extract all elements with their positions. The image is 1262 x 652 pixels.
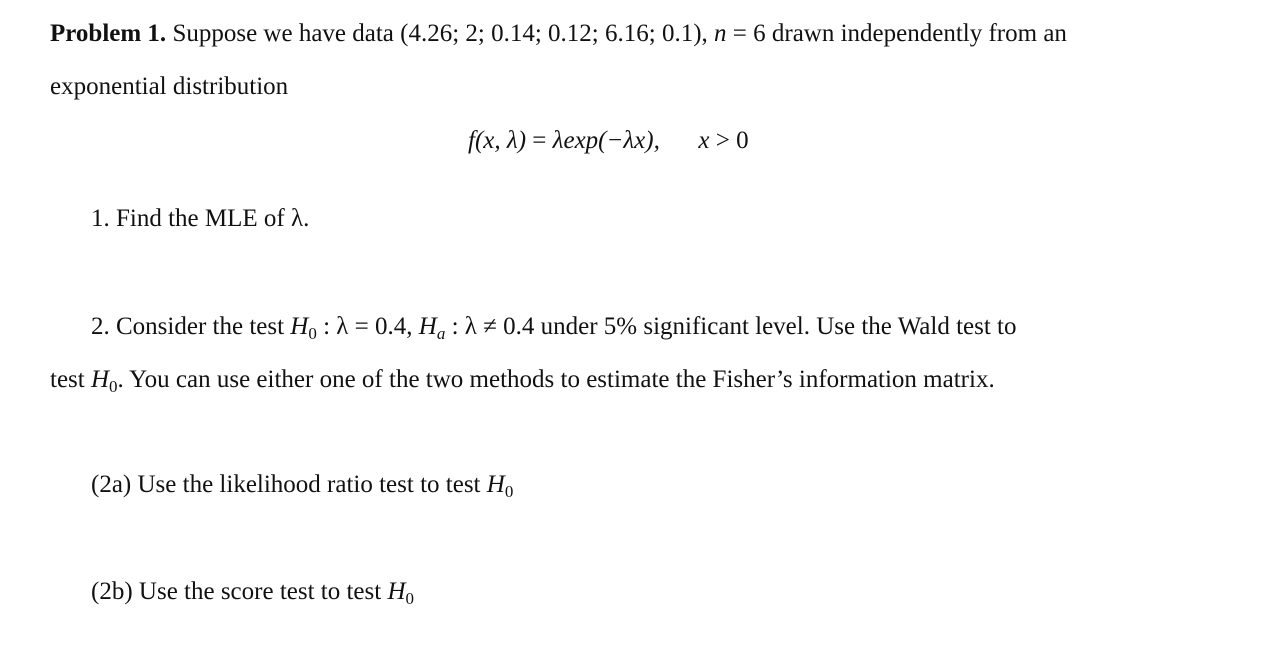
item-2-line2: [50, 365, 995, 395]
null-hypothesis-subscript: 0: [308, 324, 317, 343]
problem-intro-continued: exponential distribution: [50, 73, 289, 100]
formula-condition: > 0: [709, 127, 749, 154]
null-hypothesis-condition: : λ = 0.4,: [316, 313, 419, 340]
item-2-line2-text-b: . You can use either one of the two methods to estimate the Fisher’s information matrix.: [117, 366, 995, 393]
item-2a-label: (2a): [91, 471, 132, 498]
item-2-number: 2.: [91, 313, 110, 340]
sample-size-var: n: [714, 20, 727, 47]
item-2a-h: H: [486, 471, 505, 498]
item-2b-label: (2b): [91, 578, 133, 605]
density-formula: [468, 126, 749, 156]
item-2-text-a: Consider the test: [116, 313, 285, 340]
sample-size-text: = 6 drawn independently from an: [726, 20, 1067, 47]
item-1-text: Find the MLE of λ.: [116, 205, 310, 232]
item-1-number: 1.: [91, 205, 110, 232]
formula-rhs: λexp(−λx),: [552, 127, 660, 154]
problem-label: Problem 1.: [50, 20, 167, 47]
problem-intro-line2: [50, 72, 288, 102]
problem-intro-text: Suppose we have data (4.26; 2; 0.14; 0.12; 6.16; 0.1),: [172, 20, 708, 47]
item-2b-h: H: [387, 578, 406, 605]
item-2-line2-h: H: [90, 366, 110, 393]
formula-equals: =: [526, 127, 553, 154]
alt-hypothesis-symbol: H: [418, 313, 437, 340]
formula-lhs: f(x, λ): [468, 127, 527, 154]
problem-intro-line1: [50, 19, 1067, 49]
item-2b-text: Use the score test to test: [138, 578, 382, 605]
item-2a: [91, 470, 513, 500]
alt-hypothesis-condition: : λ ≠ 0.4 under 5% significant level. Use the Wald test to: [445, 313, 1017, 340]
item-2b: [91, 577, 414, 607]
formula-condition-var: x: [698, 127, 710, 154]
item-2b-sub: 0: [405, 589, 415, 608]
null-hypothesis-symbol: H: [290, 313, 309, 340]
item-1: [91, 204, 309, 234]
item-2-line2-text-a: test: [50, 366, 85, 393]
item-2a-sub: 0: [504, 482, 514, 501]
item-2-line2-sub: 0: [109, 377, 118, 396]
alt-hypothesis-subscript: a: [436, 324, 446, 343]
item-2a-text: Use the likelihood ratio test to test: [137, 471, 481, 498]
item-2-line1: [91, 312, 1017, 342]
